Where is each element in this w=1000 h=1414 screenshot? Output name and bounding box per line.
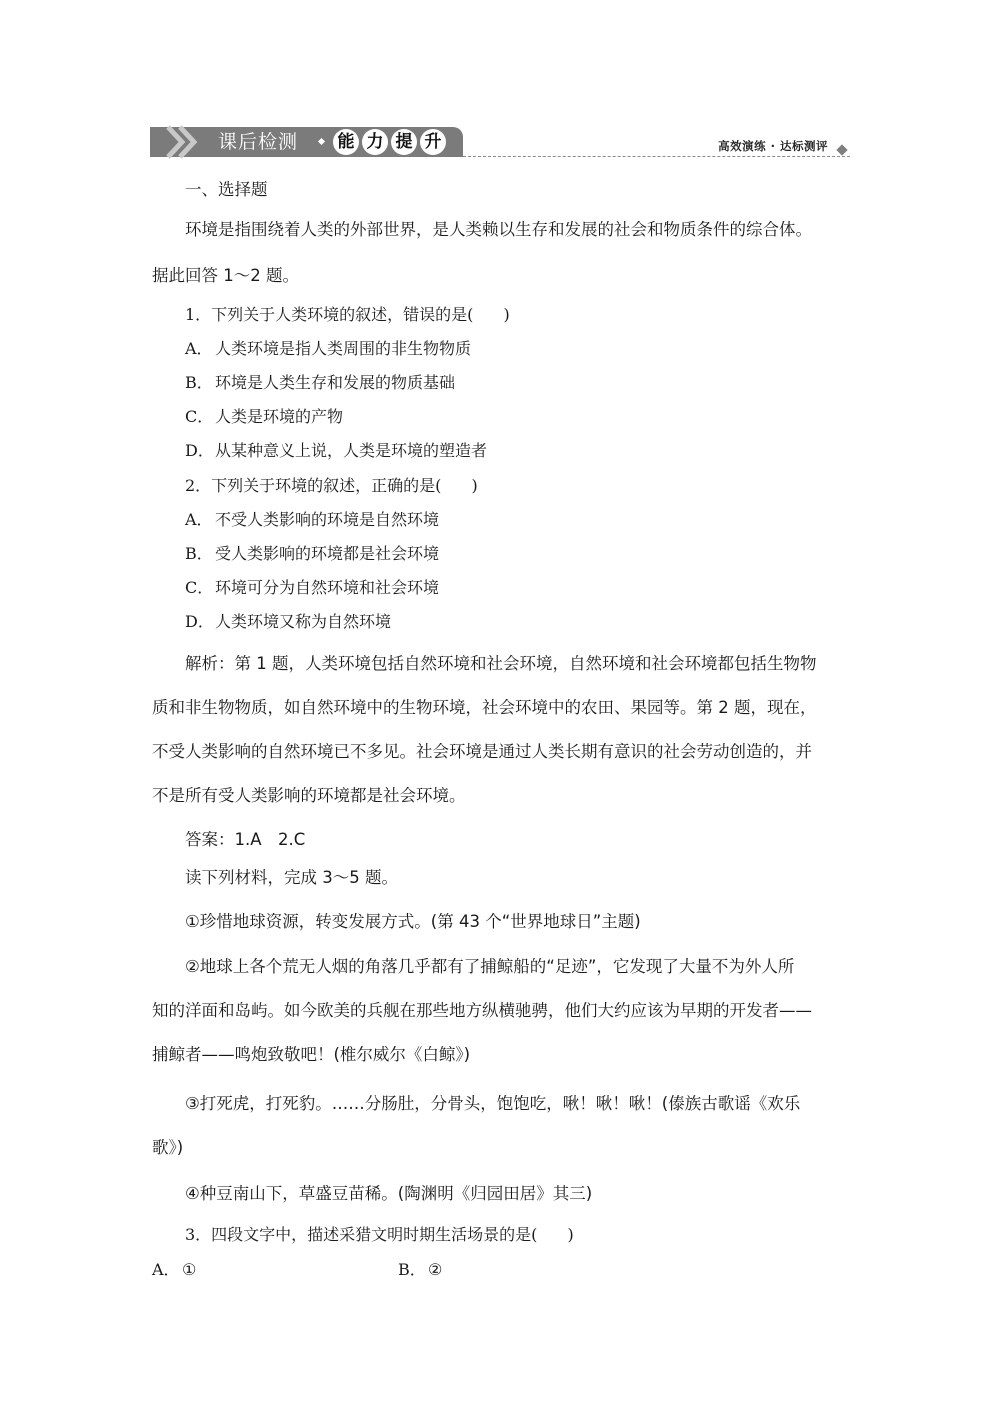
question-3-option-a (152, 1257, 196, 1280)
section-header (150, 127, 850, 159)
question-stem-text: 3．四段文字中，描述采猎文明时期生活场景的是( (185, 1225, 538, 1244)
header-divider (463, 156, 850, 157)
banner-highlight (333, 129, 446, 155)
double-chevron-right-icon (164, 123, 204, 161)
section-title: 一、选择题 (185, 180, 268, 199)
material-2-line: 知的洋面和岛屿。如今欧美的兵舰在那些地方纵横驰骋，他们大约应该为早期的开发者—— (152, 1001, 812, 1020)
intro-line: 据此回答 1～2 题。 (152, 266, 299, 285)
analysis-line: 解析：第 1 题，人类环境包括自然环境和社会环境，自然环境和社会环境都包括生物物 (185, 654, 817, 673)
question-close-paren: ) (567, 1225, 574, 1244)
question-close-paren: ) (471, 476, 478, 495)
header-banner (150, 127, 463, 157)
banner-title: 课后检测 (218, 131, 299, 153)
material-2-line: 捕鲸者——鸣炮致敬吧！(椎尔威尔《白鲸》) (152, 1045, 471, 1064)
highlight-char: 力 (362, 129, 388, 155)
option-label: A． (185, 510, 213, 529)
option-label: B． (185, 544, 213, 563)
header-right-tag: 高效演练 · 达标测评 (718, 139, 828, 153)
highlight-char: 能 (333, 129, 359, 155)
option-text: 不受人类影响的环境是自然环境 (215, 510, 440, 529)
question-stem-text: 1．下列关于人类环境的叙述，错误的是( (185, 305, 474, 324)
option-label: D． (185, 612, 214, 631)
question-2-option-d (185, 609, 391, 632)
option-text: 受人类影响的环境都是社会环境 (215, 544, 440, 563)
option-text: ② (428, 1260, 443, 1279)
question-2-stem (185, 473, 478, 496)
option-label: B． (185, 373, 213, 392)
material-3-line: 歌》) (152, 1138, 184, 1157)
highlight-char: 提 (391, 129, 417, 155)
question-2-option-a (185, 507, 439, 530)
question-2-option-b (185, 541, 439, 564)
question-3-stem (185, 1222, 574, 1245)
option-label: C． (185, 578, 214, 597)
analysis-line: 质和非生物物质，如自然环境中的生物环境，社会环境中的农田、果园等。第 2 题，现在， (152, 698, 817, 717)
material-3-line: ③打死虎，打死豹。……分肠肚，分骨头，饱饱吃，啾！啾！啾！(傣族古歌谣《欢乐 (185, 1094, 801, 1113)
answer-line: 答案：1.A 2.C (185, 830, 306, 849)
material-4: ④种豆南山下，草盛豆苗稀。(陶渊明《归园田居》其三) (185, 1184, 593, 1203)
question-1-stem (185, 302, 510, 325)
banner-separator-dot (318, 138, 325, 145)
analysis-line: 不是所有受人类影响的环境都是社会环境。 (152, 786, 466, 805)
question-2-option-c (185, 575, 439, 598)
reading-intro: 读下列材料，完成 3～5 题。 (185, 868, 398, 887)
option-text: 环境是人类生存和发展的物质基础 (215, 373, 456, 392)
question-stem-text: 2．下列关于环境的叙述，正确的是( (185, 476, 442, 495)
question-3-option-b (398, 1257, 442, 1280)
option-label: D． (185, 441, 214, 460)
material-2-line: ②地球上各个荒无人烟的角落几乎都有了捕鲸船的“足迹”，它发现了大量不为外人所 (185, 957, 795, 976)
option-label: C． (185, 407, 214, 426)
question-1-option-d (185, 438, 487, 461)
option-text: 从某种意义上说，人类是环境的塑造者 (215, 441, 488, 460)
intro-line: 环境是指围绕着人类的外部世界，是人类赖以生存和发展的社会和物质条件的综合体。 (185, 220, 812, 239)
question-close-paren: ) (503, 305, 510, 324)
question-1-option-c (185, 404, 343, 427)
diamond-icon (836, 144, 847, 155)
option-text: 环境可分为自然环境和社会环境 (215, 578, 440, 597)
option-label: B． (398, 1260, 426, 1279)
option-text: ① (182, 1260, 197, 1279)
analysis-line: 不受人类影响的自然环境已不多见。社会环境是通过人类长期有意识的社会劳动创造的，并 (152, 742, 812, 761)
question-1-option-b (185, 370, 455, 393)
highlight-char: 升 (420, 129, 446, 155)
option-label: A． (152, 1260, 180, 1279)
option-text: 人类环境又称为自然环境 (215, 612, 392, 631)
question-1-option-a (185, 336, 471, 359)
option-text: 人类是环境的产物 (215, 407, 344, 426)
option-text: 人类环境是指人类周围的非生物物质 (215, 339, 472, 358)
material-1: ①珍惜地球资源，转变发展方式。(第 43 个“世界地球日”主题) (185, 912, 641, 931)
option-label: A． (185, 339, 213, 358)
